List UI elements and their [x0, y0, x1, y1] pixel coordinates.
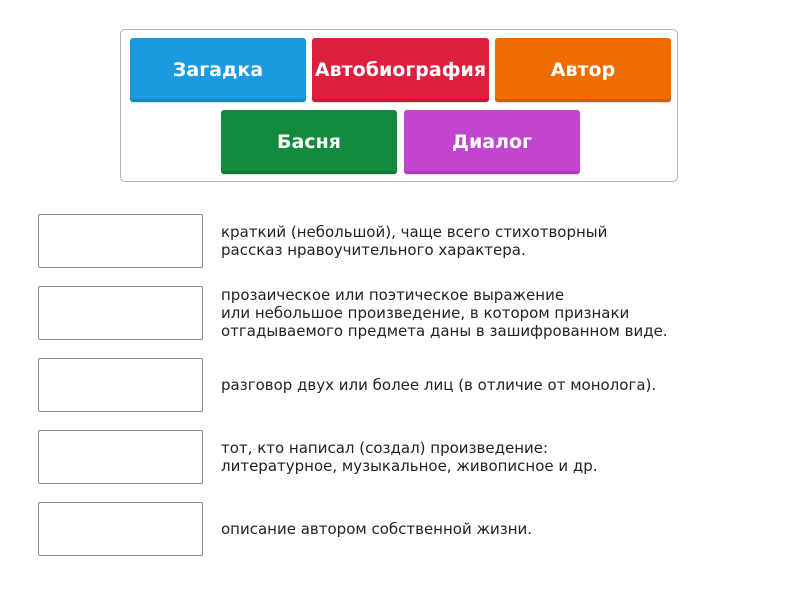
answer-slot-2[interactable]: [38, 286, 203, 340]
tile-avtobiografiya[interactable]: Автобиография: [312, 38, 489, 102]
word-bank: [120, 29, 678, 182]
definition-1-line-2: рассказ нравоучительного характера.: [221, 241, 526, 259]
definition-4-line-2: литературное, музыкальное, живописное и др.: [221, 457, 598, 475]
tile-dialog[interactable]: Диалог: [404, 110, 580, 174]
definition-1-line-1: краткий (небольшой), чаще всего стихотворный: [221, 223, 608, 241]
definition-1: [221, 223, 691, 259]
definition-2-line-3: отгадываемого предмета даны в зашифрованном виде.: [221, 322, 668, 340]
answer-slot-1[interactable]: [38, 214, 203, 268]
definition-2-line-1: прозаическое или поэтическое выражение: [221, 286, 565, 304]
definition-2-line-2: или небольшое произведение, в котором признаки: [221, 304, 630, 322]
definition-2: [221, 286, 691, 340]
definition-4: [221, 439, 691, 475]
tile-zagadka[interactable]: Загадка: [130, 38, 306, 102]
definition-4-line-1: тот, кто написал (создал) произведение:: [221, 439, 549, 457]
answer-slot-4[interactable]: [38, 430, 203, 484]
definition-5-line-1: описание автором собственной жизни.: [221, 520, 533, 538]
definition-3: [221, 376, 691, 394]
answer-slot-5[interactable]: [38, 502, 203, 556]
definition-5: [221, 520, 691, 538]
definition-3-line-1: разговор двух или более лиц (в отличие от монолога).: [221, 376, 657, 394]
tile-basnya[interactable]: Басня: [221, 110, 397, 174]
tile-avtor[interactable]: Автор: [495, 38, 671, 102]
answer-slot-3[interactable]: [38, 358, 203, 412]
